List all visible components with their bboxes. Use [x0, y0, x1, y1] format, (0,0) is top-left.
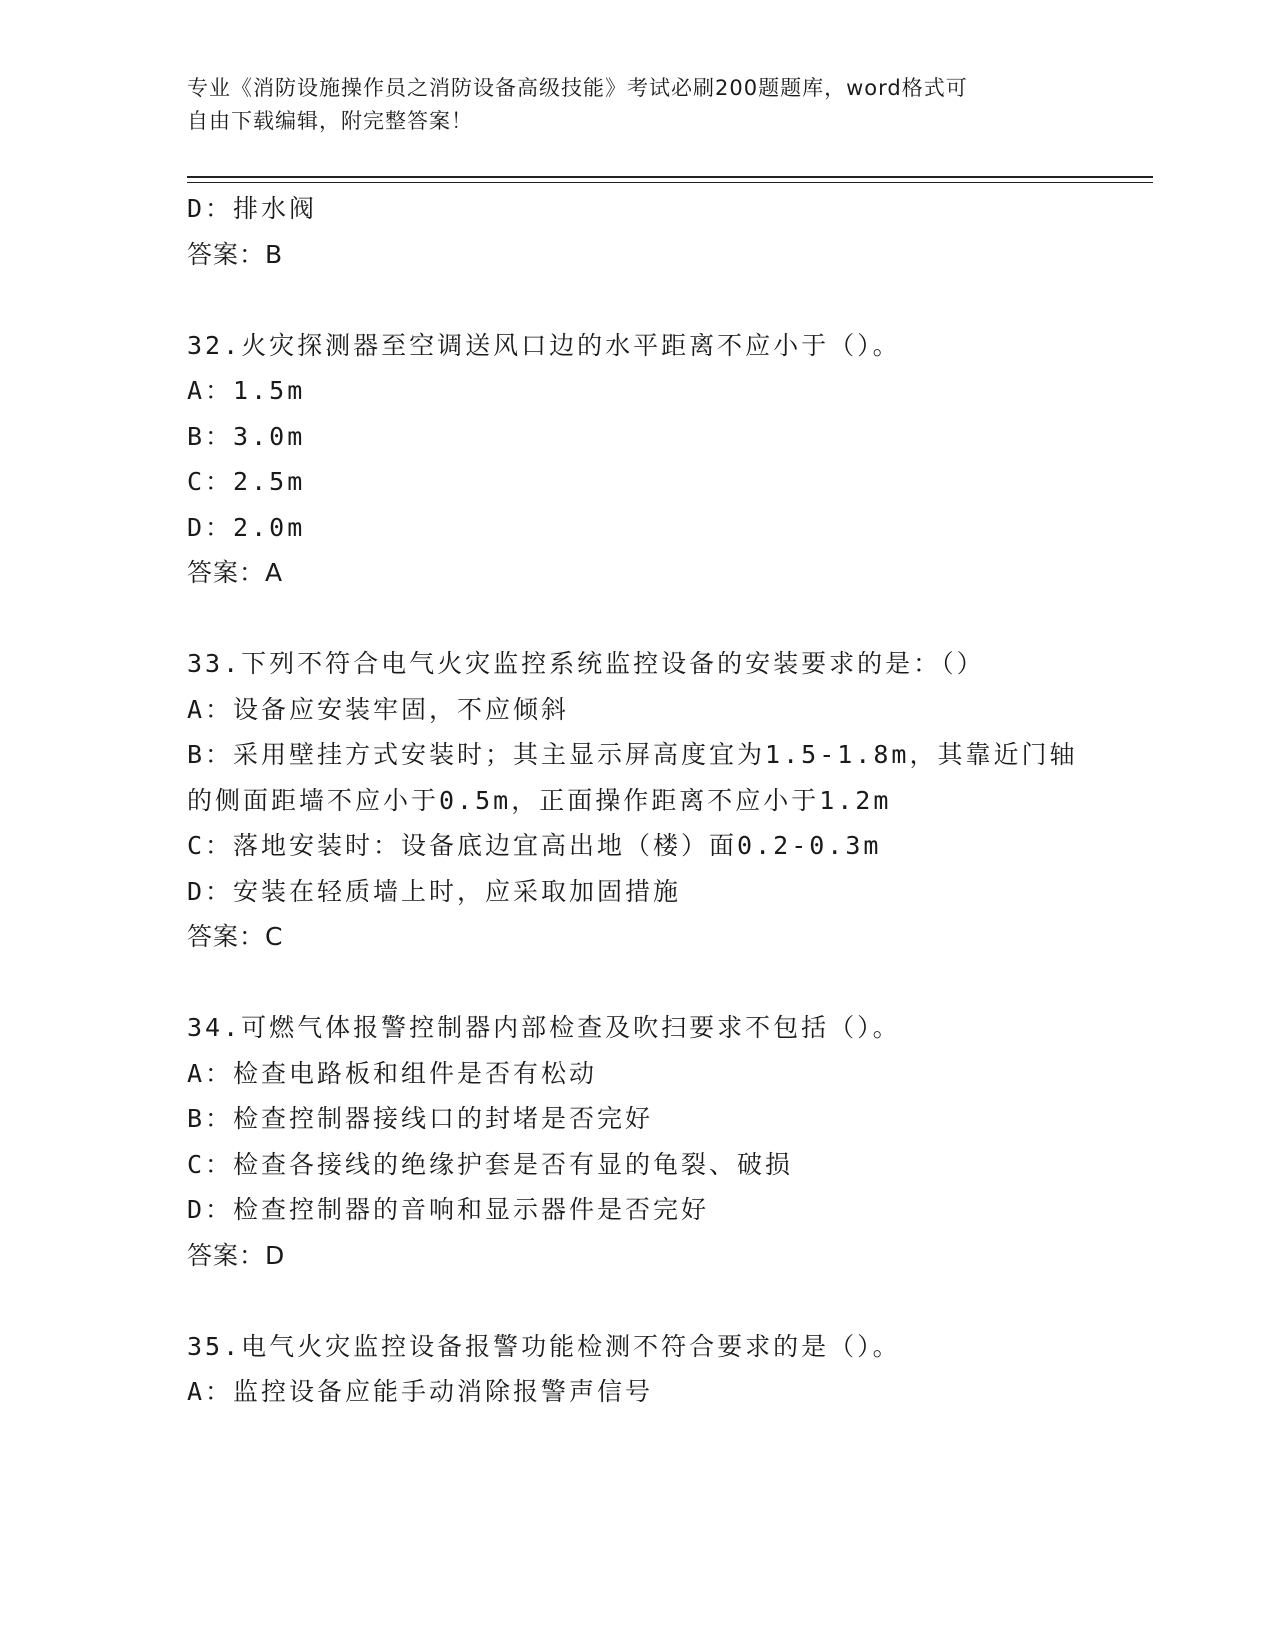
option-b: B：3.0m [187, 421, 306, 451]
question-stem: 32.火灾探测器至空调送风口边的水平距离不应小于（）。 [187, 330, 901, 360]
option-a: A：1.5m [187, 376, 306, 405]
question-33 [187, 641, 1087, 960]
answer: 答案：C [187, 922, 284, 951]
option-d: D：检查控制器的音响和显示器件是否完好 [187, 1195, 710, 1224]
question-body [187, 186, 1087, 1415]
question-stem: 33.下列不符合电气火灾监控系统监控设备的安装要求的是：（） [187, 649, 985, 678]
option-b: B：检查控制器接线口的封堵是否完好 [187, 1104, 654, 1133]
page-header [187, 72, 1087, 138]
header-line-2: 自由下载编辑，附完整答案！ [187, 109, 473, 133]
option-d: D：安装在轻质墙上时，应采取加固措施 [187, 876, 682, 906]
header-line-1: 专业《消防设施操作员之消防设备高级技能》考试必刷200题题库，word格式可 [187, 76, 968, 100]
option-c: C：2.5m [187, 467, 306, 496]
header-divider-thick [187, 176, 1153, 178]
question-32 [187, 323, 1087, 596]
question-stem: 34.可燃气体报警控制器内部检查及吹扫要求不包括（）。 [187, 1013, 901, 1042]
option-b: B：采用壁挂方式安装时；其主显示屏高度宜为1.5-1.8m，其靠近门轴 [187, 740, 1078, 769]
question-35 [187, 1324, 1087, 1415]
header-divider-thin [187, 182, 1153, 183]
answer: 答案：B [187, 239, 284, 269]
option-c: C：检查各接线的绝缘护套是否有显的龟裂、破损 [187, 1149, 794, 1179]
option-a: A：检查电路板和组件是否有松动 [187, 1058, 598, 1088]
option-c: C：落地安装时：设备底边宜高出地（楼）面0.2-0.3m [187, 831, 882, 860]
question-34 [187, 1005, 1087, 1278]
option-b-continued: 的侧面距墙不应小于0.5m，正面操作距离不应小于1.2m [187, 785, 892, 815]
option-d: D：2.0m [187, 512, 306, 542]
option-a: A：监控设备应能手动消除报警声信号 [187, 1377, 654, 1406]
answer: 答案：D [187, 1240, 286, 1270]
question-stem: 35.电气火灾监控设备报警功能检测不符合要求的是（）。 [187, 1331, 901, 1361]
option-d: D：排水阀 [187, 194, 318, 223]
answer: 答案：A [187, 558, 284, 587]
option-a: A：设备应安装牢固，不应倾斜 [187, 694, 570, 724]
